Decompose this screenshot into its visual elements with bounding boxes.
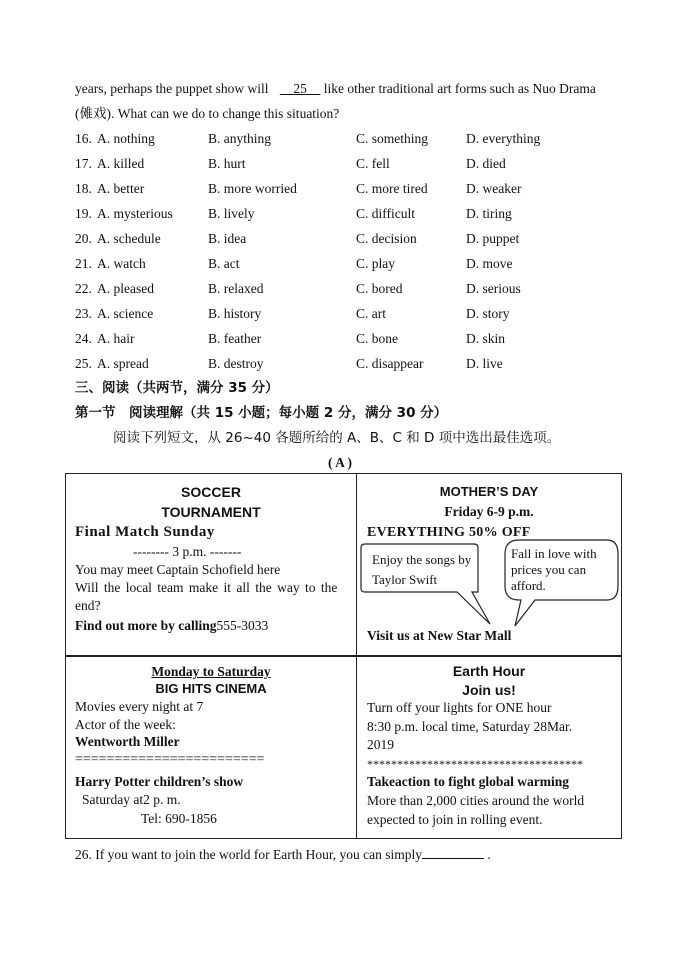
option-d[interactable]: D. weaker <box>466 181 522 196</box>
question-number: 20. <box>75 231 92 246</box>
option-b[interactable]: B. act <box>208 256 240 271</box>
captain-line: You may meet Captain Schofield here <box>75 562 281 577</box>
soccer-ad <box>65 473 357 656</box>
question-number: 21. <box>75 256 92 271</box>
option-a[interactable]: A. better <box>97 181 145 196</box>
will-line-1: Will the local team make it all the way to the <box>75 580 338 595</box>
option-c[interactable]: C. art <box>356 306 386 321</box>
passage-text: like other traditional art forms such as Nuo Drama <box>323 81 596 96</box>
question-number: 23. <box>75 306 92 321</box>
answer-blank-26[interactable] <box>422 858 484 859</box>
passage-text: years, perhaps the puppet show will <box>75 81 269 96</box>
cinema-name: BIG HITS CINEMA <box>155 681 267 696</box>
earth-title: Earth Hour <box>452 663 526 679</box>
will-line-2: end? <box>75 598 101 613</box>
question-number: 17. <box>75 156 92 171</box>
option-c[interactable]: C. decision <box>356 231 417 246</box>
question-number: 16. <box>75 131 92 146</box>
question-26: 26. If you want to join the world for Earth Hour, you can simply . <box>75 847 491 862</box>
passage-line-1 <box>75 81 596 97</box>
option-a[interactable]: A. science <box>97 306 154 321</box>
option-c[interactable]: C. bone <box>356 331 398 346</box>
option-c[interactable]: C. more tired <box>356 181 428 196</box>
stars-divider: ************************************ <box>367 757 583 771</box>
option-d[interactable]: D. puppet <box>466 231 520 246</box>
movies-line: Movies every night at 7 <box>75 699 204 714</box>
option-d[interactable]: D. skin <box>466 331 506 346</box>
section-instruction: 阅读下列短文，从 26~40 各题所给的 A、B、C 和 D 项中选出最佳选项。 <box>113 430 561 446</box>
option-a[interactable]: A. pleased <box>97 281 154 296</box>
join-us: Join us! <box>462 682 516 698</box>
option-b[interactable]: B. anything <box>208 131 271 146</box>
option-b[interactable]: B. destroy <box>208 356 264 371</box>
harry-potter-show: Harry Potter children’s show <box>75 774 244 789</box>
show-time: Saturday at2 p. m. <box>82 792 181 807</box>
option-d[interactable]: D. everything <box>466 131 541 146</box>
bubble-right-line-3: afford. <box>511 578 546 593</box>
visit-text: Visit us at New Star Mall <box>367 628 512 643</box>
option-a[interactable]: A. watch <box>97 256 146 271</box>
mothers-day-ad <box>356 473 622 656</box>
option-b[interactable]: B. hurt <box>208 156 246 171</box>
option-b[interactable]: B. more worried <box>208 181 297 196</box>
option-b[interactable]: B. history <box>208 306 262 321</box>
option-b[interactable]: B. feather <box>208 331 262 346</box>
question-number: 18. <box>75 181 92 196</box>
option-a[interactable]: A. schedule <box>97 231 161 246</box>
cinema-ad <box>65 656 357 839</box>
question-number: 24. <box>75 331 92 346</box>
option-c[interactable]: C. difficult <box>356 206 415 221</box>
more-cities-2: expected to join in rolling event. <box>367 812 543 827</box>
earth-time-line-1: 8:30 p.m. local time, Saturday 28Mar. <box>367 719 573 734</box>
passage-label: ( A ) <box>328 455 353 470</box>
earth-time-line-2: 2019 <box>367 737 394 752</box>
option-c[interactable]: C. fell <box>356 156 390 171</box>
actor-label: Actor of the week: <box>75 717 176 732</box>
bubble-right-line-1: Fall in love with <box>511 546 597 561</box>
question-number: 19. <box>75 206 92 221</box>
find-out-line: Find out more by calling555-3033 <box>75 618 269 633</box>
option-a[interactable]: A. killed <box>97 156 145 171</box>
soccer-title-2: TOURNAMENT <box>161 504 261 520</box>
earth-hour-ad <box>356 656 622 839</box>
divider: ======================== <box>75 752 265 767</box>
mothers-title: MOTHER’S DAY <box>439 484 539 499</box>
cinema-days: Monday to Saturday <box>151 664 271 679</box>
section-title: 三、阅读（共两节，满分 35 分） <box>75 380 279 396</box>
option-d[interactable]: D. died <box>466 156 506 171</box>
blank-25: 25 <box>293 81 307 96</box>
final-match: Final Match Sunday <box>75 524 215 540</box>
option-c[interactable]: C. play <box>356 256 395 271</box>
take-action: Takeaction to fight global warming <box>367 774 570 789</box>
section-subtitle: 第一节 阅读理解（共 15 小题；每小题 2 分，满分 30 分） <box>75 405 448 421</box>
bubble-left-line-1: Enjoy the songs by <box>372 552 472 567</box>
option-b[interactable]: B. idea <box>208 231 247 246</box>
option-d[interactable]: D. live <box>466 356 503 371</box>
option-d[interactable]: D. serious <box>466 281 521 296</box>
question-number: 25. <box>75 356 92 371</box>
option-d[interactable]: D. move <box>466 256 513 271</box>
option-a[interactable]: A. hair <box>97 331 135 346</box>
passage-line-2: (傩戏). What can we do to change this situation? <box>75 106 340 121</box>
cinema-tel: Tel: 690-1856 <box>141 811 217 826</box>
bubble-right-line-2: prices you can <box>511 562 587 577</box>
option-c[interactable]: C. bored <box>356 281 403 296</box>
option-d[interactable]: D. tiring <box>466 206 512 221</box>
option-a[interactable]: A. spread <box>97 356 149 371</box>
question-number: 22. <box>75 281 92 296</box>
option-c[interactable]: C. something <box>356 131 429 146</box>
more-cities-1: More than 2,000 cities around the world <box>367 793 585 808</box>
option-a[interactable]: A. mysterious <box>97 206 173 221</box>
option-b[interactable]: B. relaxed <box>208 281 264 296</box>
match-time: -------- 3 p.m. ------- <box>133 544 242 559</box>
turn-off-line: Turn off your lights for ONE hour <box>367 700 552 715</box>
bubble-left-line-2: Taylor Swift <box>372 572 438 587</box>
option-a[interactable]: A. nothing <box>97 131 155 146</box>
mothers-time: Friday 6-9 p.m. <box>444 504 534 519</box>
soccer-phone: 555-3033 <box>216 618 269 633</box>
option-b[interactable]: B. lively <box>208 206 255 221</box>
offer-text: EVERYTHING 50% OFF <box>367 525 531 540</box>
option-d[interactable]: D. story <box>466 306 510 321</box>
soccer-title: SOCCER <box>181 484 241 500</box>
actor-name: Wentworth Miller <box>75 734 180 749</box>
option-c[interactable]: C. disappear <box>356 356 424 371</box>
